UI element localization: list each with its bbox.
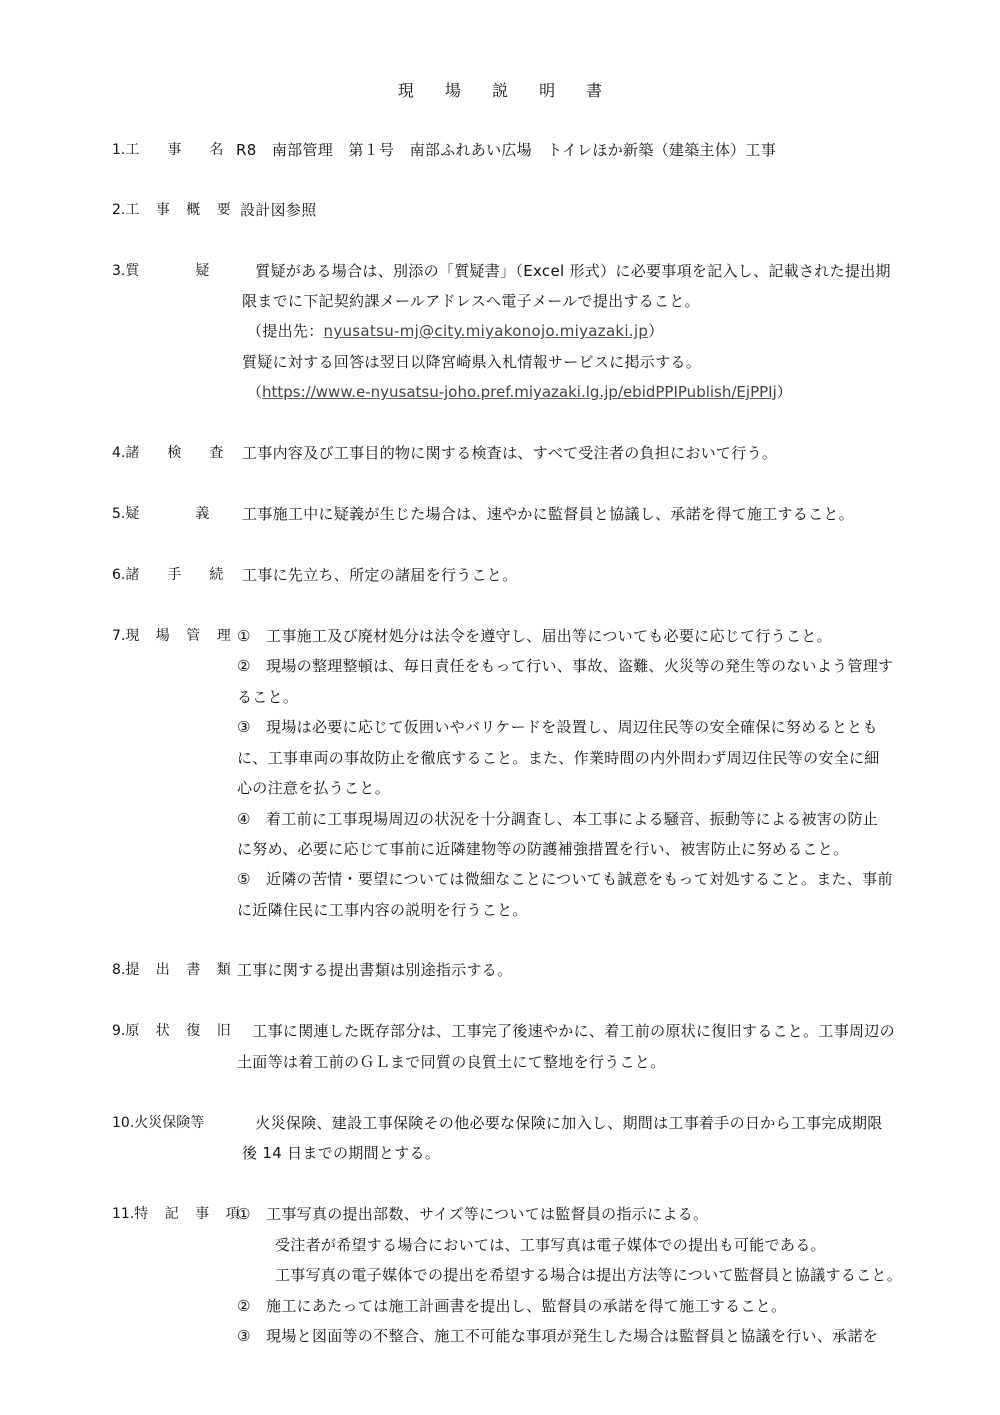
section-11-line-2: 受注者が希望する場合においては、工事写真は電子媒体での提出も可能である。 bbox=[275, 1236, 826, 1254]
section-3-line-4: 質疑に対する回答は翌日以降宮崎県入札情報サービスに掲示する。 bbox=[242, 353, 702, 371]
section-number: 6. bbox=[112, 567, 126, 583]
section-number: 7. bbox=[112, 628, 126, 644]
section-2-heading bbox=[112, 200, 237, 220]
section-label: 諸 検 査 bbox=[125, 445, 224, 461]
section-7-line-5: に、工事車両の事故防止を徹底すること。また、作業時間の内外問わず周辺住民等の安全に細 bbox=[237, 749, 880, 767]
section-11-heading bbox=[112, 1204, 246, 1224]
paren-open: （提出先： bbox=[247, 322, 324, 340]
section-label: 質 疑 bbox=[125, 263, 210, 279]
section-9-heading bbox=[112, 1021, 237, 1041]
section-7-line-8: に努め、必要に応じて事前に近隣建物等の防護補強措置を行い、被害防止に努めること。 bbox=[237, 840, 849, 858]
section-10-line-1: 火災保険、建設工事保険その他必要な保険に加入し、期間は工事着手の日から工事完成期限 bbox=[240, 1114, 883, 1132]
section-8-text: 工事に関する提出書類は別途指示する。 bbox=[237, 961, 513, 979]
paren-close: ） bbox=[648, 322, 664, 340]
section-7-heading bbox=[112, 626, 237, 646]
section-number: 11. bbox=[112, 1206, 135, 1222]
section-label: 工 事 概 要 bbox=[125, 202, 237, 218]
section-label: 諸 手 続 bbox=[125, 567, 224, 583]
section-3-heading bbox=[112, 261, 209, 281]
section-number: 3. bbox=[112, 263, 126, 279]
section-number: 8. bbox=[112, 962, 126, 978]
section-10-line-2: 後 14 日までの期間とする。 bbox=[242, 1144, 441, 1162]
section-7-line-7: ④ 着工前に工事現場周辺の状況を十分調査し、本工事による騒音、振動等による被害の防止 bbox=[237, 810, 879, 828]
section-label: 原 状 復 旧 bbox=[125, 1023, 237, 1039]
section-7-line-1: ① 工事施工及び廃材処分は法令を遵守し、届出等についても必要に応じて行うこと。 bbox=[237, 627, 832, 645]
section-10-heading bbox=[112, 1113, 204, 1133]
section-2-text: 設計図参照 bbox=[240, 201, 317, 219]
section-4-text: 工事内容及び工事目的物に関する検査は、すべて受注者の負担において行う。 bbox=[242, 444, 778, 462]
section-3-line-3 bbox=[247, 321, 664, 341]
section-11-line-1: ① 工事写真の提出部数、サイズ等については監督員の指示による。 bbox=[237, 1205, 709, 1223]
section-8-heading bbox=[112, 960, 237, 980]
section-6-text: 工事に先立ち、所定の諸届を行うこと。 bbox=[242, 566, 518, 584]
section-number: 10. bbox=[112, 1115, 135, 1131]
section-7-line-2: ② 現場の整理整頓は、毎日責任をもって行い、事故、盗難、火災等の発生等のないよう管理す bbox=[237, 657, 894, 675]
document-title: 現 場 説 明 書 bbox=[397, 81, 616, 100]
section-7-line-6: 心の注意を払うこと。 bbox=[237, 779, 391, 797]
section-label: 火災保険等 bbox=[134, 1115, 205, 1131]
email-link[interactable]: nyusatsu-mj@city.miyakonojo.miyazaki.jp bbox=[323, 322, 649, 340]
paren-open: （ bbox=[247, 383, 263, 401]
section-6-heading bbox=[112, 565, 223, 585]
section-5-heading bbox=[112, 504, 209, 524]
section-1-heading bbox=[112, 140, 223, 160]
section-3-line-1: 質疑がある場合は、別添の「質疑書」（Excel 形式）に必要事項を記入し、記載された提出期 bbox=[240, 262, 891, 280]
section-9-line-2: 土面等は着工前のＧＬまで同質の良質土にて整地を行うこと。 bbox=[237, 1053, 666, 1071]
section-11-line-3: 工事写真の電子媒体での提出を希望する場合は提出方法等について監督員と協議すること。 bbox=[275, 1266, 903, 1284]
section-7-line-4: ③ 現場は必要に応じて仮囲いやバリケードを設置し、周辺住民等の安全確保に努めるととも bbox=[237, 718, 878, 736]
section-7-line-9: ⑤ 近隣の苦情・要望については微細なことについても誠意をもって対処すること。また、事前 bbox=[237, 870, 893, 888]
section-number: 4. bbox=[112, 445, 126, 461]
section-11-line-4: ② 施工にあたっては施工計画書を提出し、監督員の承諾を得て施工すること。 bbox=[237, 1297, 787, 1315]
section-1-text: R8 南部管理 第１号 南部ふれあい広場 トイレほか新築（建築主体）工事 bbox=[236, 141, 777, 159]
section-label: 工 事 名 bbox=[125, 142, 224, 158]
section-label: 特 記 事 項 bbox=[134, 1206, 246, 1222]
section-label: 現 場 管 理 bbox=[125, 628, 237, 644]
section-4-heading bbox=[112, 443, 223, 463]
section-number: 5. bbox=[112, 506, 126, 522]
section-label: 提 出 書 類 bbox=[125, 962, 237, 978]
section-label: 疑 義 bbox=[125, 506, 210, 522]
section-5-text: 工事施工中に疑義が生じた場合は、速やかに監督員と協議し、承諾を得て施工すること。 bbox=[242, 505, 855, 523]
section-3-line-5 bbox=[247, 382, 792, 402]
section-11-line-5: ③ 現場と図面等の不整合、施工不可能な事項が発生した場合は監督員と協議を行い、承諾を bbox=[237, 1327, 879, 1345]
section-9-line-1: 工事に関連した既存部分は、工事完了後速やかに、着工前の原状に復旧すること。工事周辺の bbox=[237, 1022, 895, 1040]
section-number: 2. bbox=[112, 202, 126, 218]
paren-close: ） bbox=[776, 383, 792, 401]
url-link[interactable]: https://www.e-nyusatsu-joho.pref.miyazaki.lg.jp/ebidPPIPublish/EjPPIj bbox=[262, 383, 777, 401]
section-7-line-10: に近隣住民に工事内容の説明を行うこと。 bbox=[237, 901, 528, 919]
section-7-line-3: ること。 bbox=[237, 688, 299, 706]
section-number: 9. bbox=[112, 1023, 126, 1039]
section-number: 1. bbox=[112, 142, 126, 158]
section-3-line-2: 限までに下記契約課メールアドレスへ電子メールで提出すること。 bbox=[242, 292, 700, 310]
